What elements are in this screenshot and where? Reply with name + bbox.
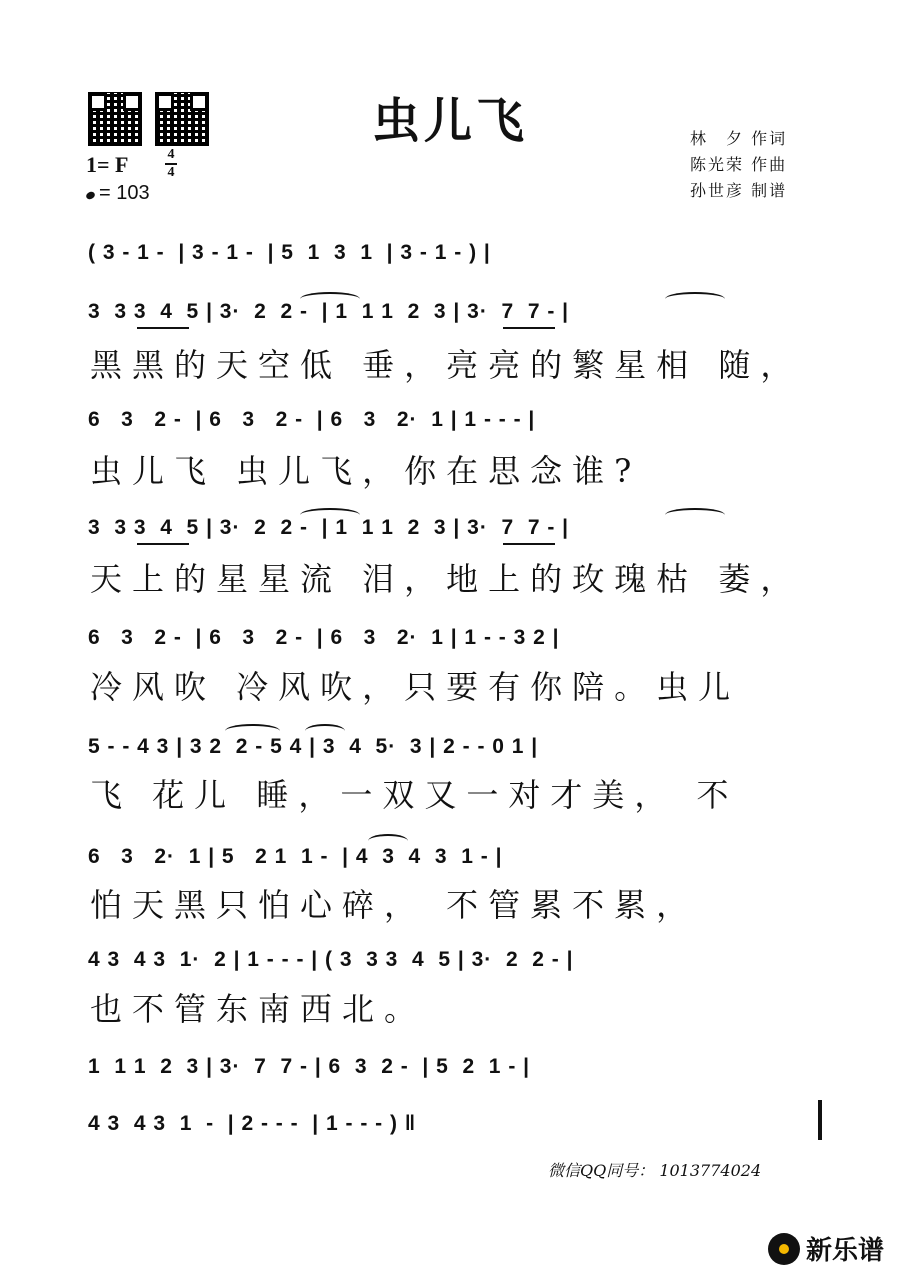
lyric-line: 虫儿飞 虫儿飞，你在思念谁? xyxy=(90,452,642,490)
credits xyxy=(690,126,787,204)
slur xyxy=(225,724,280,738)
notation-line: 1 1 1 2 3 | 3· 7 7 - | 6 3 2 - | 5 2 1 - | xyxy=(88,1055,531,1078)
slur xyxy=(300,292,360,306)
notation-line: 4 3 4 3 1 - | 2 - - - | 1 - - - ) ‖ xyxy=(88,1112,417,1135)
lyric-line: 黑黑的天空低 垂，亮亮的繁星相 随， xyxy=(90,346,803,384)
notation-line: 3 3 3 4 5 | 3· 2 2 - | 1 1 1 2 3 | 3· 7 7 - | xyxy=(88,516,570,539)
quarter-note-icon xyxy=(85,190,96,200)
slur xyxy=(665,508,725,522)
slur xyxy=(300,508,360,522)
notation-line: ( 3 - 1 - | 3 - 1 - | 5 1 3 1 | 3 - 1 - ) | xyxy=(88,241,491,264)
time-numerator: 4 xyxy=(167,147,175,162)
lyric-line: 飞 花儿 睡，一双又一对才美， 不 xyxy=(90,776,739,814)
final-barline xyxy=(818,1100,822,1140)
lyricist-credit: 林 夕 作词 xyxy=(690,129,788,148)
beam-underline xyxy=(137,327,189,329)
key-signature: 1= F xyxy=(86,152,129,177)
slur xyxy=(368,834,408,848)
lyric-line: 怕天黑只怕心碎， 不管累不累， xyxy=(90,886,699,924)
notation-line: 5 - - 4 3 | 3 2 2 - 5 4 | 3 4 5· 3 | 2 - - 0 1 | xyxy=(88,735,539,758)
slur xyxy=(305,724,345,738)
record-disc-icon xyxy=(768,1233,800,1265)
time-denominator: 4 xyxy=(167,165,175,180)
beam-underline xyxy=(137,543,189,545)
beam-underline xyxy=(503,327,555,329)
brand-logo-text: 新乐谱 xyxy=(806,1236,885,1266)
beam-underline xyxy=(503,543,555,545)
time-signature xyxy=(165,147,177,181)
arranger-credit: 孙世彦 制谱 xyxy=(690,181,788,200)
composer-credit: 陈光荣 作曲 xyxy=(690,155,788,174)
slur xyxy=(665,292,725,306)
brand-logo xyxy=(768,1230,884,1267)
tempo-marking xyxy=(86,182,150,205)
song-title: 虫儿飞 xyxy=(371,93,528,149)
lyric-line: 冷风吹 冷风吹，只要有你陪。虫儿 xyxy=(90,668,741,706)
notation-line: 3 3 3 4 5 | 3· 2 2 - | 1 1 1 2 3 | 3· 7 7 - | xyxy=(88,300,570,323)
lyric-line: 也不管东南西北。 xyxy=(90,990,427,1028)
lyric-line: 天上的星星流 泪，地上的玫瑰枯 萎， xyxy=(90,560,803,598)
tempo-value: = 103 xyxy=(99,182,150,204)
contact-info: 微信QQ同号： 1013774024 xyxy=(548,1161,762,1180)
notation-line: 4 3 4 3 1· 2 | 1 - - - | ( 3 3 3 4 5 | 3· 2 2 - | xyxy=(88,948,574,971)
notation-line: 6 3 2 - | 6 3 2 - | 6 3 2· 1 | 1 - - 3 2 | xyxy=(88,626,560,649)
notation-line: 6 3 2 - | 6 3 2 - | 6 3 2· 1 | 1 - - - | xyxy=(88,408,536,431)
notation-line: 6 3 2· 1 | 5 2 1 1 - | 4 3 4 3 1 - | xyxy=(88,845,503,868)
